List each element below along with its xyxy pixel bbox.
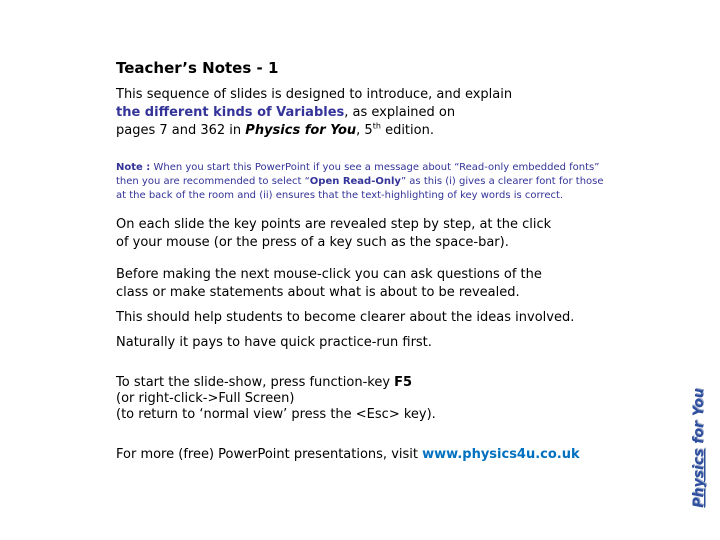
more-line xyxy=(116,446,580,464)
start-line-3: (to return to ‘normal view’ press the <Esc> key). xyxy=(116,407,436,422)
each-slide-line-2: of your mouse (or the press of a key such as the space-bar). xyxy=(116,235,509,250)
intro-line-1: This sequence of slides is designed to introduce, and explain xyxy=(116,87,513,102)
note-line-3: at the back of the room and (ii) ensures that the text-highlighting of key words is correct. xyxy=(116,190,564,201)
open-read-only: Open Read-Only xyxy=(309,176,401,187)
physics-for-you-logo xyxy=(684,386,714,510)
website-link[interactable]: www.physics4u.co.uk xyxy=(422,447,580,462)
logo-physics: Physics xyxy=(691,448,707,508)
each-slide-line-1: On each slide the key points are revealed step by step, at the click xyxy=(116,217,552,232)
more-prefix: For more (free) PowerPoint presentations, visit xyxy=(116,447,423,462)
intro-line-3-prefix: pages 7 and 362 in xyxy=(116,123,246,138)
slide-title: Teacher’s Notes - 1 xyxy=(116,59,279,77)
logo-text xyxy=(691,388,707,507)
edition-suffix: edition. xyxy=(380,123,434,138)
before-line-1: Before making the next mouse-click you can ask questions of the xyxy=(116,267,542,282)
start-line-2: (or right-click->Full Screen) xyxy=(116,391,295,406)
note-label: Note : xyxy=(116,162,151,173)
edition-sup: th xyxy=(372,121,381,131)
note-line-1-text: When you start this PowerPoint if you see a message about “Read-only embedded fonts” xyxy=(150,162,600,173)
edition-prefix: , 5 xyxy=(356,123,373,138)
note-line-1 xyxy=(116,161,599,175)
intro-line-2 xyxy=(116,104,455,122)
help-line: This should help students to become clearer about the ideas involved. xyxy=(116,310,575,325)
intro-line-3 xyxy=(116,122,434,140)
intro-line-2-rest: , as explained on xyxy=(344,105,456,120)
note-line-2-suffix: ” as this (i) gives a clearer font for those xyxy=(400,176,604,187)
logo-for-you: for You xyxy=(691,388,707,449)
naturally-line: Naturally it pays to have quick practice-run first. xyxy=(116,335,432,350)
start-line-1-prefix: To start the slide-show, press function-key xyxy=(116,375,395,390)
book-title: Physics for You xyxy=(245,123,357,138)
highlight-variables: the different kinds of Variables xyxy=(116,105,345,120)
before-line-2: class or make statements about what is about to be revealed. xyxy=(116,285,520,300)
note-line-2 xyxy=(116,175,604,189)
note-line-2-prefix: then you are recommended to select “ xyxy=(116,176,310,187)
f5-key: F5 xyxy=(394,375,413,390)
